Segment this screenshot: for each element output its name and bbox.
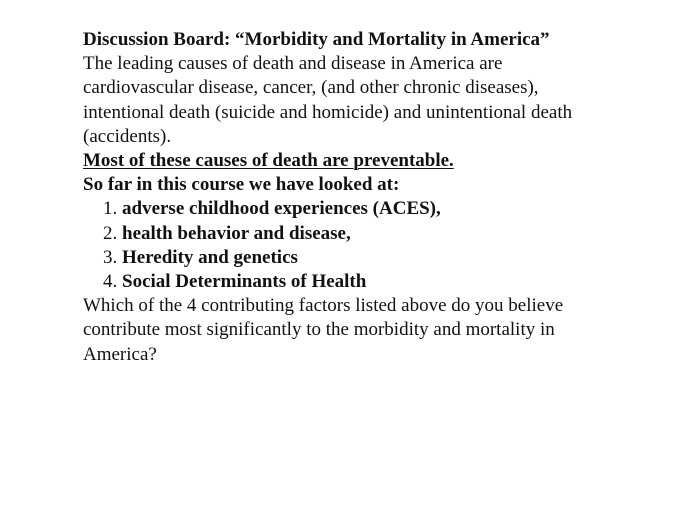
question-line: America? <box>83 343 157 365</box>
factor-label: Social Determinants of Health <box>122 271 367 293</box>
question-line: contribute most significantly to the morbidity and mortality in <box>83 319 555 341</box>
question-line: Which of the 4 contributing factors listed above do you believe <box>83 295 564 317</box>
factor-list <box>83 197 643 294</box>
discussion-title: Discussion Board: “Morbidity and Mortality in America” <box>83 29 550 50</box>
factor-number: 3. <box>103 246 118 268</box>
factor-number: 2. <box>103 222 118 244</box>
discussion-prompt <box>83 28 643 367</box>
intro-line: cardiovascular disease, cancer, (and other chronic diseases), <box>83 77 539 99</box>
factor-item <box>83 222 643 246</box>
factor-item <box>83 270 643 294</box>
intro-line: The leading causes of death and disease in America are <box>83 53 503 75</box>
factor-item <box>83 246 643 270</box>
factor-label: health behavior and disease, <box>122 222 351 244</box>
intro-line: (accidents). <box>83 125 172 147</box>
factor-number: 1. <box>103 198 118 220</box>
factor-label: Heredity and genetics <box>122 246 298 268</box>
question-paragraph <box>83 294 643 367</box>
factor-label: adverse childhood experiences (ACES), <box>122 198 441 220</box>
preventable-statement: Most of these causes of death are preventable. <box>83 150 454 172</box>
intro-line: intentional death (suicide and homicide) and unintentional death <box>83 101 573 123</box>
intro-paragraph <box>83 52 643 149</box>
factor-item <box>83 197 643 221</box>
course-lead: So far in this course we have looked at: <box>83 174 400 196</box>
factor-number: 4. <box>103 271 118 293</box>
